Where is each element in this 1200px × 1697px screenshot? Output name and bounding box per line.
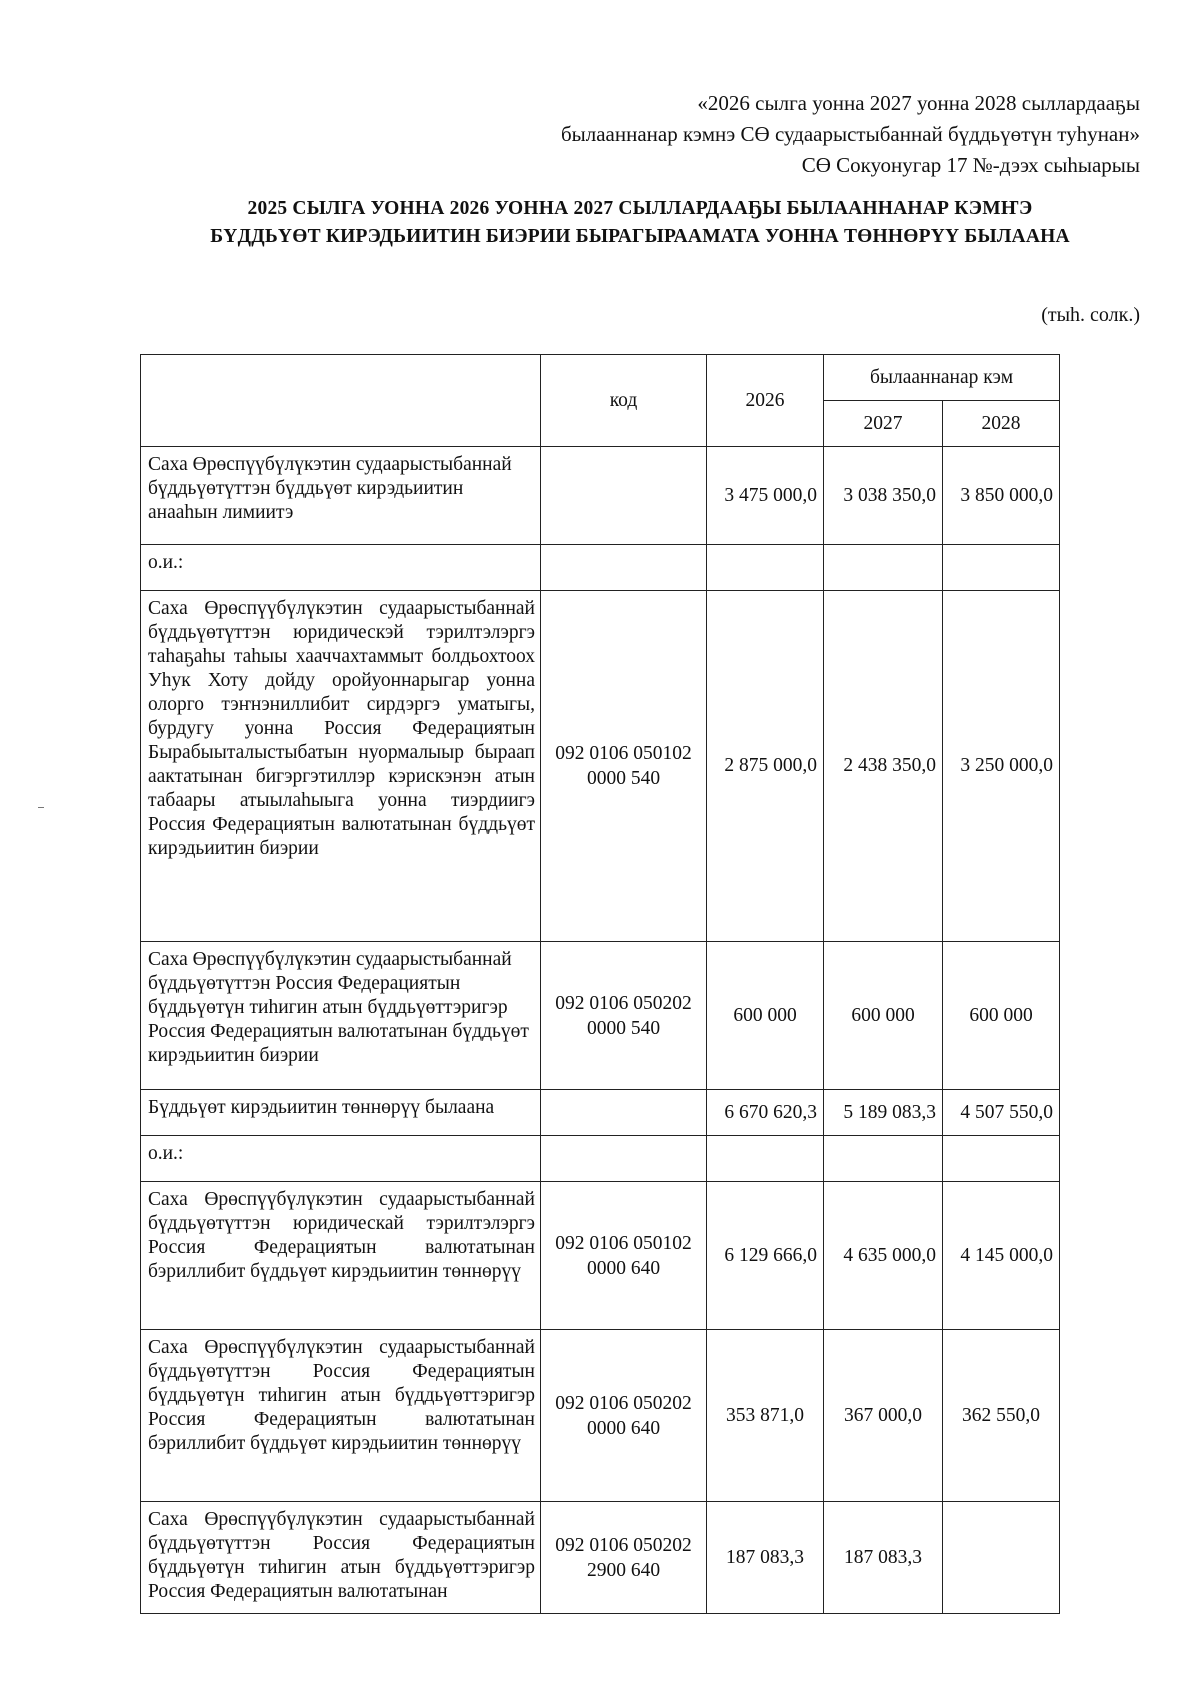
header-name-cell xyxy=(141,355,541,447)
row-name: Бүддьүөт кирэдьиитин төннөрүү былаана xyxy=(141,1090,541,1136)
row-value-2028: 3 850 000,0 xyxy=(943,447,1060,545)
document-title-line-2: БҮДДЬҮӨТ КИРЭДЬИИТИН БИЭРИИ БЫРАГЫРААМАТА УОННА ТӨННӨРҮҮ БЫЛААНА xyxy=(210,226,1070,247)
row-name: Саха Өрөспүүбүлүкэтин судаарыстыбаннай бүддьүөтүттэн Россия Федерациятын бүддьүөтүн тиһигин атын бүддьүөттэригэр Россия Федерациятын валютатынан бүддьүөт кирэдьиитин биэрии xyxy=(141,942,541,1090)
row-code xyxy=(541,1090,707,1136)
table-row xyxy=(141,1136,1060,1182)
row-value-2026: 600 000 xyxy=(707,942,824,1090)
table-row xyxy=(141,1182,1060,1330)
header-code: код xyxy=(541,355,707,447)
row-value-2027: 4 635 000,0 xyxy=(824,1182,943,1330)
row-code-part-2: 0000 640 xyxy=(586,1417,661,1439)
row-code xyxy=(541,545,707,591)
row-value-2027 xyxy=(824,1136,943,1182)
row-value-2026: 353 871,0 xyxy=(707,1330,824,1502)
table-row xyxy=(141,545,1060,591)
table-row xyxy=(141,1502,1060,1614)
scan-artifact-mark xyxy=(38,807,44,808)
header-year-2027: 2027 xyxy=(824,401,943,447)
row-code-part-1: 092 0106 050202 xyxy=(555,1534,692,1556)
row-value-2028: 600 000 xyxy=(943,942,1060,1090)
row-code xyxy=(541,1182,707,1330)
budget-credit-table xyxy=(140,354,1060,1614)
header-year-2026: 2026 xyxy=(707,355,824,447)
row-code-part-1: 092 0106 050202 xyxy=(555,1392,692,1414)
units-note: (тыһ. солк.) xyxy=(1041,304,1140,326)
row-code xyxy=(541,447,707,545)
table-row xyxy=(141,1330,1060,1502)
document-title-line-1: 2025 СЫЛГА УОННА 2026 УОННА 2027 СЫЛЛАРДААҔЫ БЫЛААННАНАР КЭМҤЭ xyxy=(247,198,1033,219)
row-value-2028 xyxy=(943,1502,1060,1614)
table-row xyxy=(141,1090,1060,1136)
row-value-2027 xyxy=(824,545,943,591)
row-code xyxy=(541,1502,707,1614)
row-value-2028 xyxy=(943,545,1060,591)
row-value-2026: 187 083,3 xyxy=(707,1502,824,1614)
row-name: Саха Өрөспүүбүлүкэтин судаарыстыбаннай бүддьүөтүттэн юридическэй тэрилтэлэргэ таһаҕаһы таһыы хааччахтаммыт болдьохтоох Уһук Хоту дойду оройуоннарыгар уонна олорго тэҥнэниллибит сирдэргэ уматыгы, бурдугу уонна Россия Федерациятын Бырабыыталыстыбатын нуормалыыр быраап аактатынан бигэргэтиллэр кэрискэнэн атын табаары атыылаһыыга уонна тиэрдиигэ Россия Федерациятын валютатынан бүддьүөт кирэдьиитин биэрии xyxy=(141,591,541,942)
row-value-2028 xyxy=(943,1136,1060,1182)
appendix-header-line-1: «2026 сылга уонна 2027 уонна 2028 сыллардааҕы xyxy=(697,91,1140,115)
row-name: Саха Өрөспүүбүлүкэтин судаарыстыбаннай бүддьүөтүттэн юридическай тэрилтэлэргэ Россия Федерациятын валютатынан бэриллибит бүддьүөт кирэдьиитин төннөрүү xyxy=(141,1182,541,1330)
row-name: Саха Өрөспүүбүлүкэтин судаарыстыбаннай бүддьүөтүттэн бүддьүөт кирэдьиитин анааһын лимиитэ xyxy=(141,447,541,545)
row-code xyxy=(541,1330,707,1502)
appendix-header-line-3: СӨ Сокуонугар 17 №-дээх сыһыарыы xyxy=(801,153,1140,177)
row-code-part-1: 092 0106 050102 xyxy=(555,743,692,764)
table-row xyxy=(141,942,1060,1090)
document-title xyxy=(140,195,1140,251)
row-value-2026 xyxy=(707,1136,824,1182)
row-value-2027: 3 038 350,0 xyxy=(824,447,943,545)
row-code xyxy=(541,1136,707,1182)
row-value-2027: 187 083,3 xyxy=(824,1502,943,1614)
row-value-2027: 2 438 350,0 xyxy=(824,591,943,942)
row-value-2028: 3 250 000,0 xyxy=(943,591,1060,942)
appendix-header-line-2: былааннанар кэмнэ СӨ судаарыстыбаннай бүддьүөтүн туһунан» xyxy=(560,122,1140,146)
row-name: о.и.: xyxy=(141,545,541,591)
row-value-2026: 3 475 000,0 xyxy=(707,447,824,545)
row-value-2026: 6 129 666,0 xyxy=(707,1182,824,1330)
header-planning-period: былааннанар кэм xyxy=(824,355,1060,401)
row-code-part-2: 0000 540 xyxy=(586,768,661,789)
row-name: Саха Өрөспүүбүлүкэтин судаарыстыбаннай бүддьүөтүттэн Россия Федерациятын бүддьүөтүн тиһигин атын бүддьүөттэригэр Россия Федерациятын валютатынан xyxy=(141,1502,541,1614)
table-row xyxy=(141,447,1060,545)
row-value-2027: 5 189 083,3 xyxy=(824,1090,943,1136)
row-value-2026: 6 670 620,3 xyxy=(707,1090,824,1136)
row-code-part-2: 2900 640 xyxy=(586,1559,661,1581)
header-year-2028: 2028 xyxy=(943,401,1060,447)
row-value-2028: 362 550,0 xyxy=(943,1330,1060,1502)
row-code xyxy=(541,591,707,942)
row-code-part-1: 092 0106 050102 xyxy=(555,1232,692,1254)
appendix-header xyxy=(561,88,1140,181)
row-name: о.и.: xyxy=(141,1136,541,1182)
row-code-part-1: 092 0106 050202 xyxy=(555,992,692,1014)
row-name: Саха Өрөспүүбүлүкэтин судаарыстыбаннай бүддьүөтүттэн Россия Федерациятын бүддьүөтүн тиһигин атын бүддьүөттэригэр Россия Федерациятын валютатынан бэриллибит бүддьүөт кирэдьиитин төннөрүү xyxy=(141,1330,541,1502)
row-value-2026: 2 875 000,0 xyxy=(707,591,824,942)
row-value-2028: 4 507 550,0 xyxy=(943,1090,1060,1136)
row-code-part-2: 0000 540 xyxy=(586,1017,661,1039)
row-code xyxy=(541,942,707,1090)
row-value-2026 xyxy=(707,545,824,591)
row-value-2027: 600 000 xyxy=(824,942,943,1090)
table-row xyxy=(141,591,1060,942)
row-code-part-2: 0000 640 xyxy=(586,1257,661,1279)
row-value-2027: 367 000,0 xyxy=(824,1330,943,1502)
row-value-2028: 4 145 000,0 xyxy=(943,1182,1060,1330)
